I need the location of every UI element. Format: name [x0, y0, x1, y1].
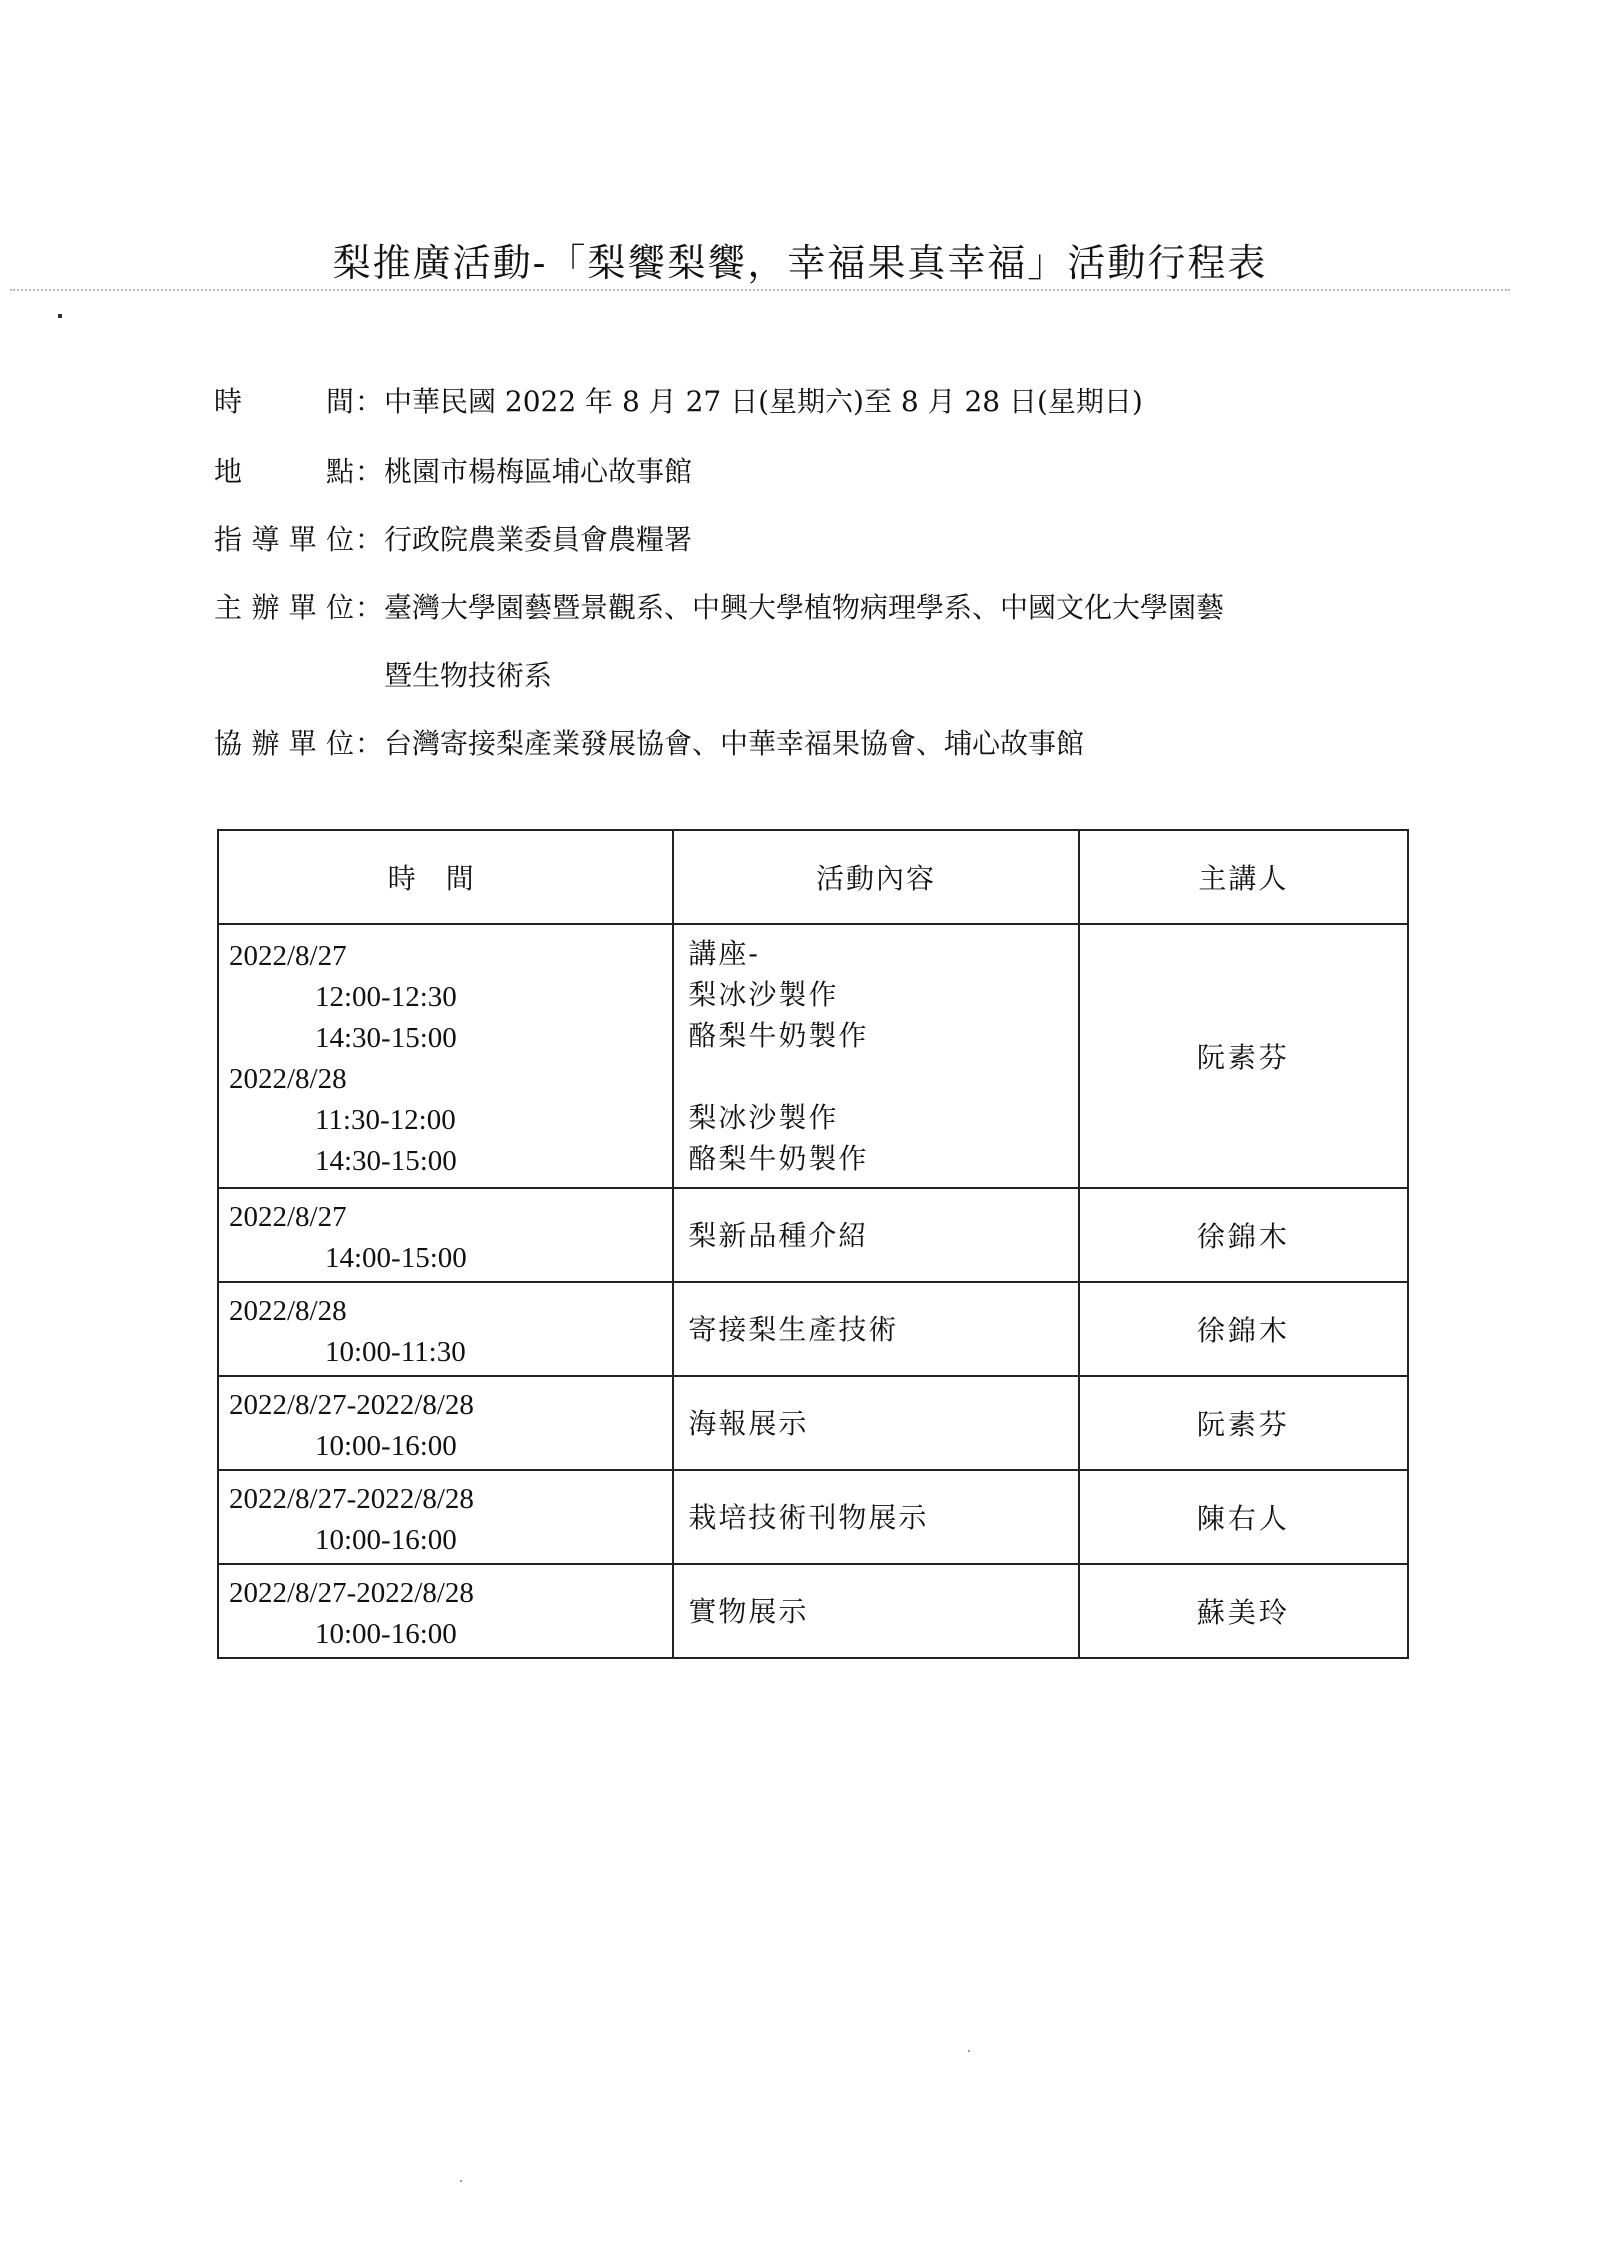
time-cell	[218, 1564, 673, 1658]
info-guide-label: 指導單位	[214, 523, 354, 556]
time-cell	[218, 1470, 673, 1564]
colon: ：	[354, 385, 383, 418]
date: 2022/8/27-2022/8/28	[229, 1577, 474, 1609]
time-slot: 14:30-15:00	[315, 1145, 457, 1177]
table-row	[218, 1282, 1408, 1376]
info-co-value: 台灣寄接梨產業發展協會、中華幸福果協會、埔心故事館	[384, 727, 1085, 760]
scan-artifact-dot	[460, 2180, 462, 2182]
date: 2022/8/28	[229, 1295, 347, 1327]
table-row	[218, 1188, 1408, 1282]
activity-cell: 實物展示	[673, 1564, 1078, 1658]
info-place-label: 地點	[214, 455, 354, 488]
date: 2022/8/27-2022/8/28	[229, 1389, 474, 1421]
info-place-value: 桃園市楊梅區埔心故事館	[384, 455, 693, 488]
date: 2022/8/27	[229, 1201, 347, 1233]
table-row	[218, 1564, 1408, 1658]
activity-item: 酪梨牛奶製作	[688, 1019, 869, 1052]
table-row	[218, 1376, 1408, 1470]
speaker-cell: 阮素芬	[1079, 924, 1408, 1188]
time-slot: 14:30-15:00	[315, 1022, 457, 1054]
date: 2022/8/28	[229, 1063, 347, 1095]
time-slot: 12:00-12:30	[315, 981, 457, 1013]
speaker-cell: 徐錦木	[1079, 1188, 1408, 1282]
info-host-value: 臺灣大學園藝暨景觀系、中興大學植物病理學系、中國文化大學園藝	[384, 591, 1225, 624]
info-host-label: 主辦單位	[214, 591, 354, 624]
time-slot: 10:00-16:00	[315, 1430, 457, 1462]
activity-item: 酪梨牛奶製作	[688, 1142, 869, 1175]
spacer	[688, 1056, 1063, 1097]
header-time: 時間	[218, 830, 673, 924]
time-slot: 10:00-11:30	[325, 1336, 466, 1368]
speaker-cell: 阮素芬	[1079, 1376, 1408, 1470]
scan-artifact-dot	[968, 2050, 970, 2052]
scan-artifact-line	[10, 289, 1510, 291]
activity-cell	[673, 924, 1078, 1188]
time-slot: 10:00-16:00	[315, 1618, 457, 1650]
info-time-value: 中華民國 2022 年 8 月 27 日(星期六)至 8 月 28 日(星期日)	[384, 385, 1143, 418]
info-time	[214, 380, 1143, 420]
table-row	[218, 924, 1408, 1188]
page-title: 梨推廣活動-「梨饗梨饗，幸福果真幸福」活動行程表	[332, 241, 1268, 285]
activity-cell: 梨新品種介紹	[673, 1188, 1078, 1282]
table-row	[218, 1470, 1408, 1564]
time-cell	[218, 1376, 673, 1470]
info-co-label: 協辦單位	[214, 727, 354, 760]
speaker-cell: 徐錦木	[1079, 1282, 1408, 1376]
date: 2022/8/27	[229, 940, 347, 972]
time-slot: 11:30-12:00	[315, 1104, 456, 1136]
colon: ：	[354, 727, 383, 760]
scan-artifact-dot	[58, 314, 62, 318]
colon: ：	[354, 455, 383, 488]
speaker-cell: 蘇美玲	[1079, 1564, 1408, 1658]
info-host-value-cont: 暨生物技術系	[384, 659, 553, 692]
info-host	[214, 586, 1224, 626]
header-speaker: 主講人	[1079, 830, 1408, 924]
time-slot: 10:00-16:00	[315, 1524, 457, 1556]
date: 2022/8/27-2022/8/28	[229, 1483, 474, 1515]
activity-heading: 講座-	[688, 937, 760, 970]
info-time-label: 時間	[214, 385, 354, 418]
activity-cell: 寄接梨生產技術	[673, 1282, 1078, 1376]
time-cell	[218, 924, 673, 1188]
time-cell	[218, 1188, 673, 1282]
speaker-cell: 陳右人	[1079, 1470, 1408, 1564]
activity-item: 梨冰沙製作	[688, 1101, 839, 1134]
info-guide	[214, 518, 692, 558]
activity-cell: 栽培技術刊物展示	[673, 1470, 1078, 1564]
time-cell	[218, 1282, 673, 1376]
info-co	[214, 722, 1084, 762]
colon: ：	[354, 591, 383, 624]
table-header-row	[218, 830, 1408, 924]
schedule-table	[217, 829, 1409, 1659]
info-guide-value: 行政院農業委員會農糧署	[384, 523, 693, 556]
activity-cell: 海報展示	[673, 1376, 1078, 1470]
info-place	[214, 450, 692, 490]
time-slot: 14:00-15:00	[325, 1242, 467, 1274]
header-activity: 活動內容	[673, 830, 1078, 924]
activity-item: 梨冰沙製作	[688, 978, 839, 1011]
colon: ：	[354, 523, 383, 556]
